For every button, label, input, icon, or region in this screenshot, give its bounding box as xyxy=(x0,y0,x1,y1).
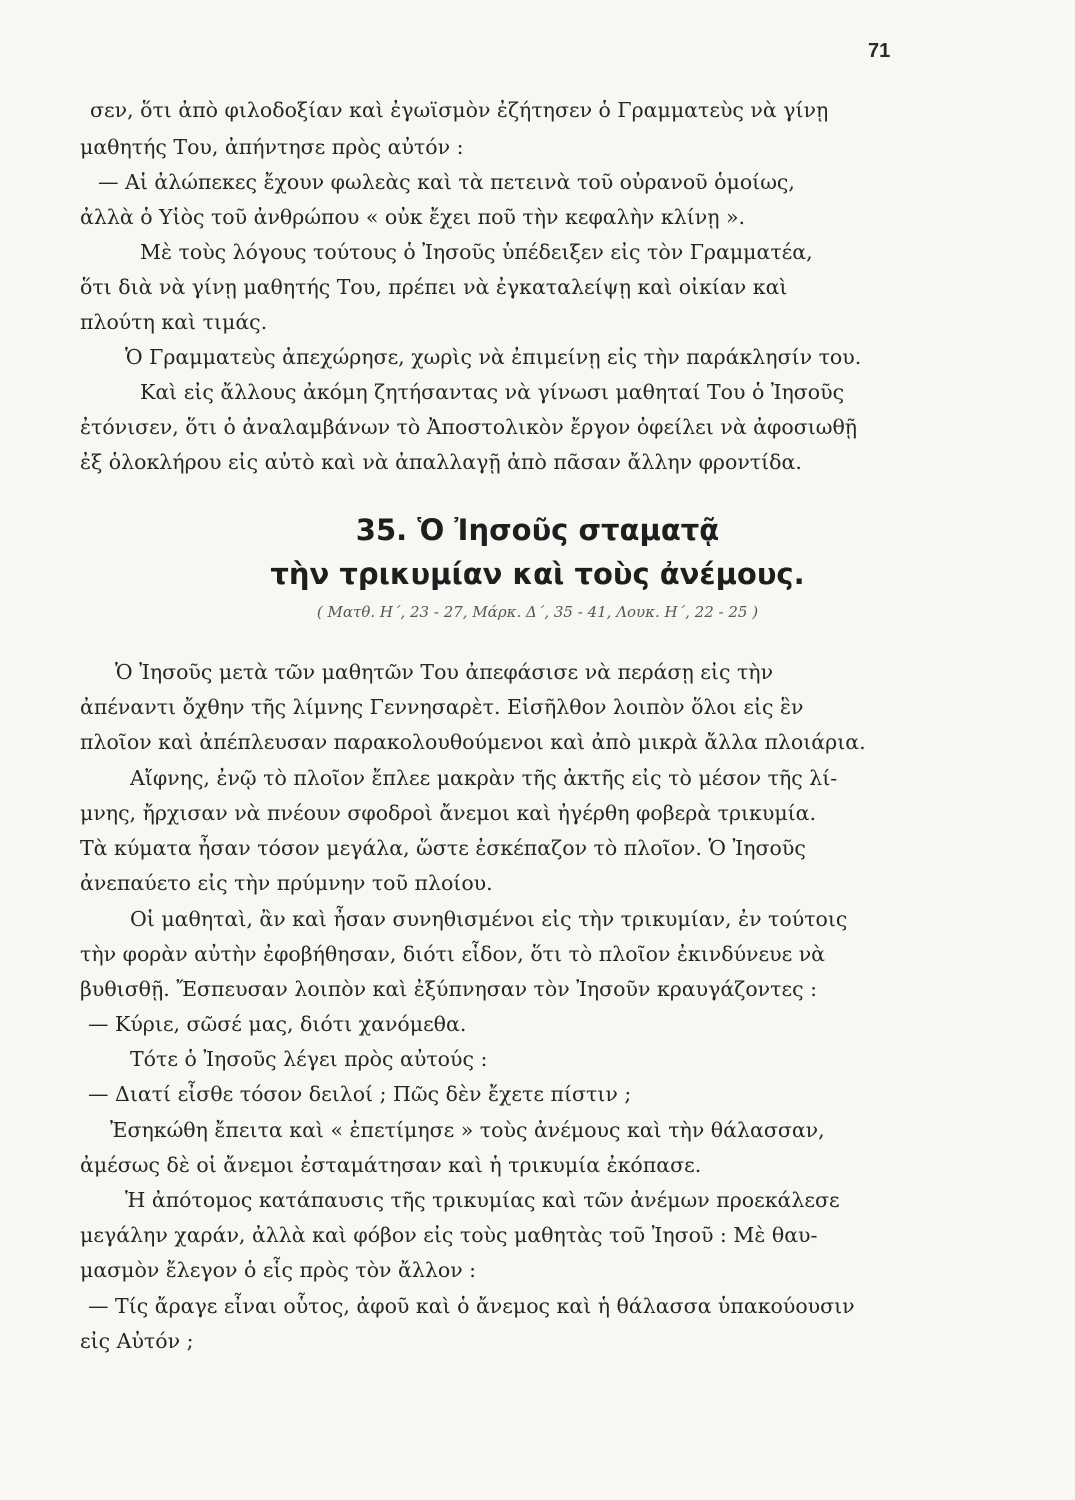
text-line: ἀμέσως δὲ οἱ ἄνεμοι ἐσταμάτησαν καὶ ἡ τρικυμία ἐκόπασε. xyxy=(80,1153,702,1177)
text-line: ἀπέναντι ὄχθην τῆς λίμνης Γεννησαρὲτ. Εἰσῆλθον λοιπὸν ὅλοι εἰς ἓν xyxy=(80,695,804,719)
text-line: βυθισθῇ. Ἔσπευσαν λοιπὸν καὶ ἐξύπνησαν τὸν Ἰησοῦν κραυγάζοντες : xyxy=(80,977,817,1001)
text-line: Τὰ κύματα ἦσαν τόσον μεγάλα, ὥστε ἐσκέπαζον τὸ πλοῖον. Ὁ Ἰησοῦς xyxy=(80,836,806,860)
text-line: Μὲ τοὺς λόγους τούτους ὁ Ἰησοῦς ὑπέδειξεν εἰς τὸν Γραμματέα, xyxy=(140,240,813,264)
text-line: Οἱ μαθηταὶ, ἂν καὶ ἦσαν συνηθισμένοι εἰς τὴν τρικυμίαν, ἐν τούτοις xyxy=(130,907,848,931)
text-line: Ὁ Ἰησοῦς μετὰ τῶν μαθητῶν Του ἀπεφάσισε νὰ περάσῃ εἰς τὴν xyxy=(115,660,774,684)
text-line: — Αἱ ἀλώπεκες ἔχουν φωλεὰς καὶ τὰ πετεινὰ τοῦ οὐρανοῦ ὁμοίως, xyxy=(98,170,795,194)
text-line: εἰς Αὐτόν ; xyxy=(80,1329,194,1353)
text-line: — Διατί εἶσθε τόσον δειλοί ; Πῶς δὲν ἔχετε πίστιν ; xyxy=(88,1082,632,1106)
page-number: 71 xyxy=(868,40,891,62)
text-line: πλοῖον καὶ ἀπέπλευσαν παρακολουθούμενοι καὶ ἀπὸ μικρὰ ἄλλα πλοιάρια. xyxy=(80,730,866,754)
text-line: ἀλλὰ ὁ Υἱὸς τοῦ ἀνθρώπου « οὐκ ἔχει ποῦ τὴν κεφαλὴν κλίνῃ ». xyxy=(80,205,746,229)
text-line: ὅτι διὰ νὰ γίνῃ μαθητής Του, πρέπει νὰ ἐγκαταλείψῃ καὶ οἰκίαν καὶ xyxy=(80,275,788,299)
text-line: τὴν φορὰν αὐτὴν ἐφοβήθησαν, διότι εἶδον, ὅτι τὸ πλοῖον ἐκινδύνευε νὰ xyxy=(80,942,826,966)
text-line: μνης, ἤρχισαν νὰ πνέουν σφοδροὶ ἄνεμοι καὶ ἠγέρθη φοβερὰ τρικυμία. xyxy=(80,801,817,825)
text-line: — Κύριε, σῶσέ μας, διότι χανόμεθα. xyxy=(88,1012,467,1036)
text-line: — Τίς ἄραγε εἶναι οὗτος, ἀφοῦ καὶ ὁ ἄνεμος καὶ ἡ θάλασσα ὑπακούουσιν xyxy=(88,1294,855,1318)
text-line: ἀνεπαύετο εἰς τὴν πρύμνην τοῦ πλοίου. xyxy=(80,871,493,895)
text-line: Καὶ εἰς ἄλλους ἀκόμη ζητήσαντας νὰ γίνωσι μαθηταί Του ὁ Ἰησοῦς xyxy=(140,380,845,404)
text-line: ἐξ ὁλοκλήρου εἰς αὐτὸ καὶ νὰ ἀπαλλαγῇ ἀπὸ πᾶσαν ἄλλην φροντίδα. xyxy=(80,450,802,474)
text-line: μασμὸν ἔλεγον ὁ εἷς πρὸς τὸν ἄλλον : xyxy=(80,1258,477,1282)
text-line: μαθητής Του, ἀπήντησε πρὸς αὐτόν : xyxy=(80,135,464,159)
text-line: πλούτη καὶ τιμάς. xyxy=(80,310,268,334)
text-line: ἐτόνισεν, ὅτι ὁ ἀναλαμβάνων τὸ Ἀποστολικὸν ἔργον ὀφείλει νὰ ἀφοσιωθῇ xyxy=(80,415,858,439)
text-line: Τότε ὁ Ἰησοῦς λέγει πρὸς αὐτούς : xyxy=(130,1047,488,1071)
text-line: Ἡ ἀπότομος κατάπαυσις τῆς τρικυμίας καὶ τῶν ἀνέμων προεκάλεσε xyxy=(125,1188,840,1212)
section-title: 35. Ὁ Ἰησοῦς σταματᾷ xyxy=(355,513,720,547)
scripture-references: ( Ματθ. Η΄, 23 - 27, Μάρκ. Δ΄, 35 - 41, Λουκ. Η΄, 22 - 25 ) xyxy=(316,603,759,621)
text-line: Ὁ Γραμματεὺς ἀπεχώρησε, χωρὶς νὰ ἐπιμείνῃ εἰς τὴν παράκλησίν του. xyxy=(125,345,862,369)
text-line: Αἴφνης, ἐνῷ τὸ πλοῖον ἔπλεε μακρὰν τῆς ἀκτῆς εἰς τὸ μέσον τῆς λί- xyxy=(130,766,838,790)
text-line: σεν, ὅτι ἀπὸ φιλοδοξίαν καὶ ἐγωϊσμὸν ἐζήτησεν ὁ Γραμματεὺς νὰ γίνῃ xyxy=(90,98,829,122)
text-line: Ἐσηκώθη ἔπειτα καὶ « ἐπετίμησε » τοὺς ἀνέμους καὶ τὴν θάλασσαν, xyxy=(110,1118,825,1142)
text-line: μεγάλην χαράν, ἀλλὰ καὶ φόβον εἰς τοὺς μαθητὰς τοῦ Ἰησοῦ : Μὲ θαυ- xyxy=(80,1223,818,1247)
section-subtitle: τὴν τρικυμίαν καὶ τοὺς ἀνέμους. xyxy=(270,557,805,591)
